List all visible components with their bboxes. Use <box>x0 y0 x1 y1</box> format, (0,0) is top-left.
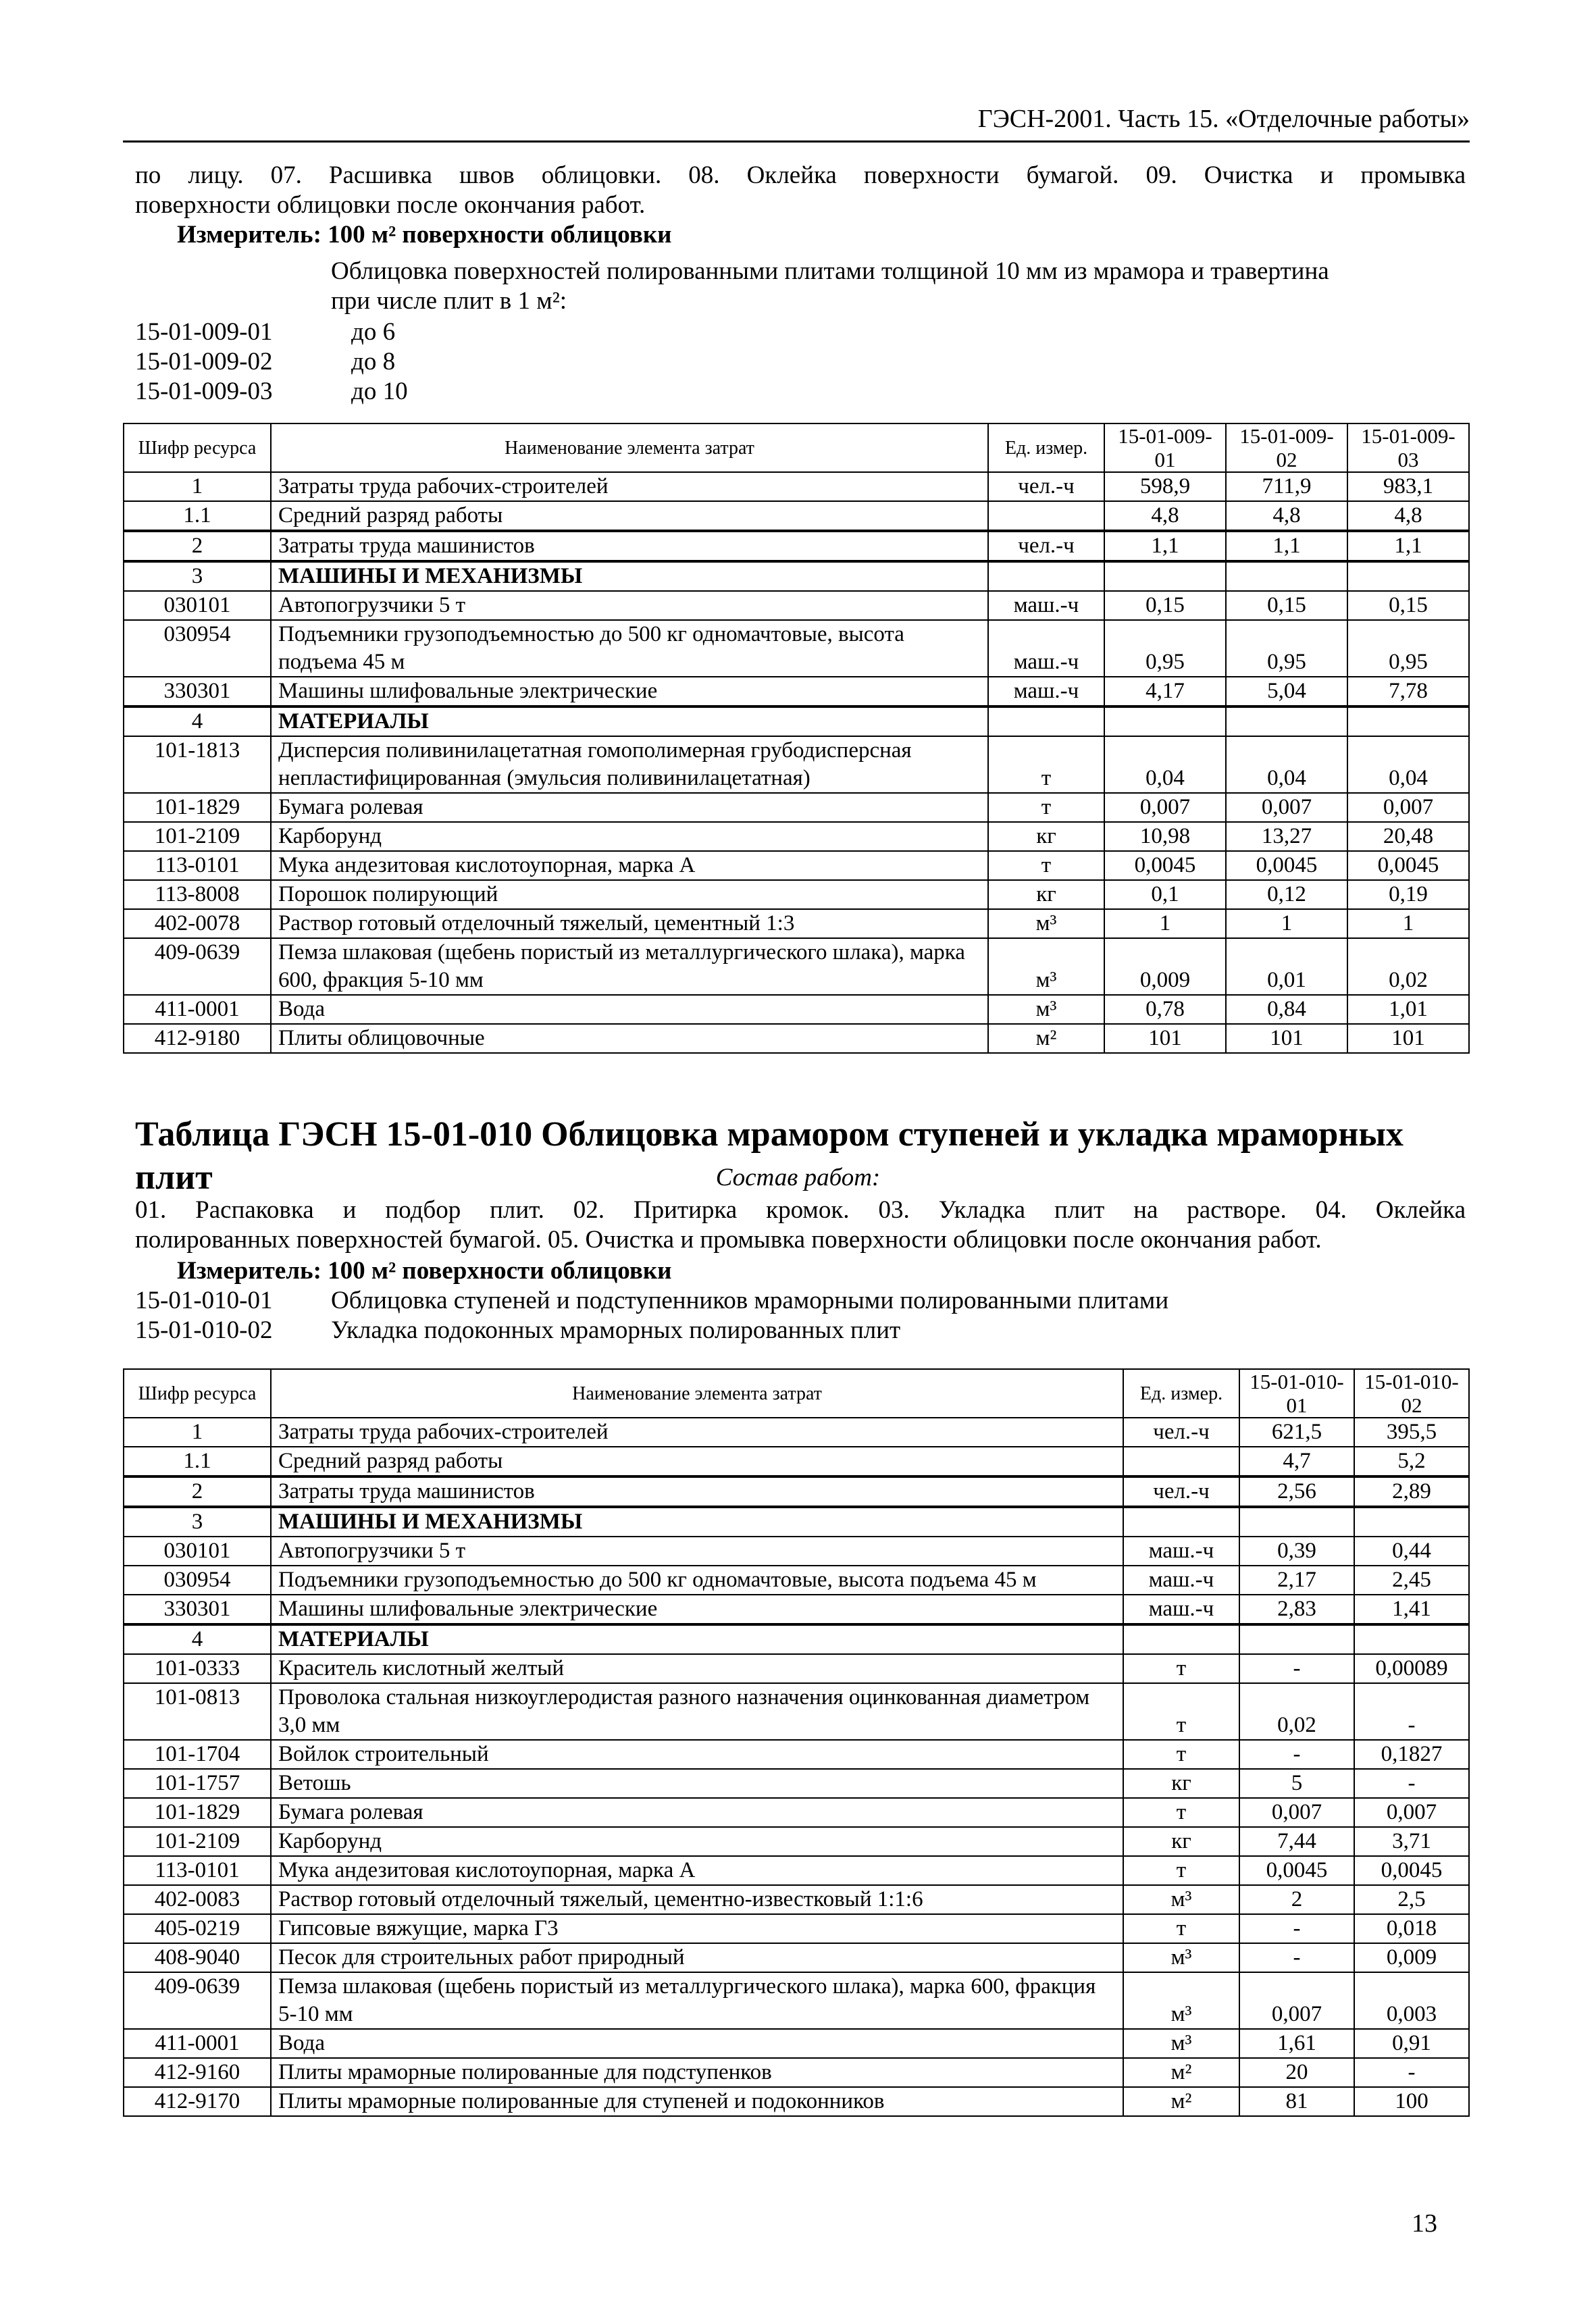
cell-code: 412-9170 <box>124 2087 271 2116</box>
table-row <box>124 1885 1469 1914</box>
header-unit: Ед. измер. <box>988 423 1104 472</box>
code-description: Укладка подоконных мраморных полированных плит <box>331 1316 901 1344</box>
cell-name: Машины шлифовальные электрические <box>271 677 988 706</box>
cell-value: 0,04 <box>1104 736 1226 793</box>
cell-value: 2,83 <box>1239 1595 1354 1624</box>
cell-value: 20 <box>1239 2058 1354 2087</box>
resource-code: 15-01-010-01 <box>135 1287 273 1314</box>
cell-name: Подъемники грузоподъемностью до 500 кг одномачтовые, высота подъема 45 м <box>271 620 988 677</box>
table-row <box>124 561 1469 591</box>
cell-name: Подъемники грузоподъемностью до 500 кг одномачтовые, высота подъема 45 м <box>271 1566 1123 1595</box>
cell-unit: маш.-ч <box>988 677 1104 706</box>
cell-value: 598,9 <box>1104 472 1226 501</box>
cell-value: 1,1 <box>1226 531 1347 561</box>
cell-value: 1 <box>1104 909 1226 938</box>
header-name: Наименование элемента затрат <box>271 423 988 472</box>
cell-unit: м³ <box>1123 2029 1239 2058</box>
running-header: ГЭСН-2001. Часть 15. «Отделочные работы» <box>123 97 1470 143</box>
cell-value: 0,04 <box>1226 736 1347 793</box>
cell-code: 405-0219 <box>124 1914 271 1943</box>
cell-unit: кг <box>988 822 1104 851</box>
cell-value: 621,5 <box>1239 1418 1354 1447</box>
cell-value: 4,8 <box>1347 501 1469 531</box>
page-number: 13 <box>1412 2209 1437 2238</box>
cell-unit: м² <box>988 1024 1104 1053</box>
cell-unit: кг <box>1123 1827 1239 1856</box>
cell-value <box>1239 1624 1354 1654</box>
cell-code: 330301 <box>124 1595 271 1624</box>
table-row <box>124 677 1469 706</box>
cell-name: Ветошь <box>271 1769 1123 1798</box>
table1-header-row <box>124 423 1469 472</box>
code-description: до 6 <box>351 318 396 346</box>
cell-unit: т <box>1123 1740 1239 1769</box>
work-description-line1: Облицовка поверхностей полированными плитами толщиной 10 мм из мрамора и травертина <box>331 257 1329 285</box>
table-row <box>124 1595 1469 1624</box>
section2-text-line2: полированных поверхностей бумагой. 05. Очистка и промывка поверхности облицовки после окончания работ. <box>135 1226 1322 1254</box>
cell-value: 0,02 <box>1347 938 1469 995</box>
cell-value: 0,0045 <box>1354 1856 1469 1885</box>
cell-code: 030954 <box>124 1566 271 1595</box>
cell-unit: м² <box>1123 2087 1239 2116</box>
cell-value: 81 <box>1239 2087 1354 2116</box>
cell-value: 1 <box>1226 909 1347 938</box>
cell-code: 101-2109 <box>124 1827 271 1856</box>
cell-unit: т <box>1123 1683 1239 1740</box>
cell-value: 0,91 <box>1354 2029 1469 2058</box>
cell-name: Автопогрузчики 5 т <box>271 1537 1123 1566</box>
cell-value: 0,95 <box>1347 620 1469 677</box>
cell-name: МАШИНЫ И МЕХАНИЗМЫ <box>271 1507 1123 1537</box>
cell-name: Дисперсия поливинилацетатная гомополимерная грубодисперсная непластифицированная (эмульсия поливинилацетатная) <box>271 736 988 793</box>
cell-value: - <box>1239 1943 1354 1972</box>
table-row <box>124 620 1469 677</box>
cell-name: МАТЕРИАЛЫ <box>271 1624 1123 1654</box>
cell-unit <box>1123 1447 1239 1476</box>
cell-value: - <box>1354 2058 1469 2087</box>
cell-value: 13,27 <box>1226 822 1347 851</box>
cell-name: Карборунд <box>271 1827 1123 1856</box>
cell-code: 030101 <box>124 1537 271 1566</box>
cell-unit: м³ <box>1123 1943 1239 1972</box>
cell-value: 395,5 <box>1354 1418 1469 1447</box>
measure-label-1: Измеритель: 100 м² поверхности облицовки <box>177 221 672 249</box>
resource-table-1 <box>123 423 1470 1054</box>
cell-value: 711,9 <box>1226 472 1347 501</box>
table-row <box>124 1566 1469 1595</box>
cell-value: 2,17 <box>1239 1566 1354 1595</box>
cell-name: Проволока стальная низкоуглеродистая разного назначения оцинкованная диаметром 3,0 мм <box>271 1683 1123 1740</box>
resource-code: 15-01-009-01 <box>135 318 273 346</box>
cell-value <box>1104 561 1226 591</box>
resource-code: 15-01-009-02 <box>135 348 273 376</box>
cell-unit: м³ <box>988 995 1104 1024</box>
cell-code: 1 <box>124 1418 271 1447</box>
table-row <box>124 1798 1469 1827</box>
cell-name: Бумага ролевая <box>271 793 988 822</box>
table-row <box>124 938 1469 995</box>
table-row <box>124 736 1469 793</box>
cell-unit: чел.-ч <box>988 472 1104 501</box>
table-row <box>124 472 1469 501</box>
cell-name: Мука андезитовая кислотоупорная, марка А <box>271 851 988 880</box>
cell-value: 0,84 <box>1226 995 1347 1024</box>
cell-unit <box>1123 1624 1239 1654</box>
cell-name: МАШИНЫ И МЕХАНИЗМЫ <box>271 561 988 591</box>
table-row <box>124 851 1469 880</box>
cell-code: 2 <box>124 531 271 561</box>
cell-name: Затраты труда машинистов <box>271 531 988 561</box>
cell-code: 101-1813 <box>124 736 271 793</box>
code-description: до 10 <box>351 378 408 405</box>
top-text-line2: поверхности облицовки после окончания работ. <box>135 191 646 219</box>
table-row <box>124 995 1469 1024</box>
cell-name: Плиты мраморные полированные для ступеней и подоконников <box>271 2087 1123 2116</box>
table-row <box>124 706 1469 736</box>
cell-value: - <box>1239 1654 1354 1683</box>
cell-unit: т <box>1123 1654 1239 1683</box>
cell-value: 2,45 <box>1354 1566 1469 1595</box>
cell-value: 5,04 <box>1226 677 1347 706</box>
cell-name: Затраты труда рабочих-строителей <box>271 1418 1123 1447</box>
cell-unit: чел.-ч <box>1123 1476 1239 1507</box>
table-row <box>124 1507 1469 1537</box>
code-description: Облицовка ступеней и подступенников мраморными полированными плитами <box>331 1287 1169 1314</box>
cell-value: 0,0045 <box>1347 851 1469 880</box>
header-norm-code: 15-01-010-02 <box>1354 1369 1469 1418</box>
cell-value <box>1347 561 1469 591</box>
cell-code: 101-1829 <box>124 793 271 822</box>
cell-unit: т <box>988 736 1104 793</box>
cell-name: Порошок полирующий <box>271 880 988 909</box>
cell-name: Вода <box>271 995 988 1024</box>
work-composition-label: Состав работ: <box>715 1164 881 1191</box>
cell-value: - <box>1239 1740 1354 1769</box>
cell-value: 0,007 <box>1347 793 1469 822</box>
cell-unit: м³ <box>1123 1972 1239 2029</box>
cell-value: 20,48 <box>1347 822 1469 851</box>
cell-code: 409-0639 <box>124 938 271 995</box>
cell-value: 0,78 <box>1104 995 1226 1024</box>
cell-unit: м³ <box>1123 1885 1239 1914</box>
cell-name: Вода <box>271 2029 1123 2058</box>
cell-value: 1,41 <box>1354 1595 1469 1624</box>
header-norm-code: 15-01-009-02 <box>1226 423 1347 472</box>
cell-code: 101-1757 <box>124 1769 271 1798</box>
cell-code: 101-0333 <box>124 1654 271 1683</box>
cell-name: Мука андезитовая кислотоупорная, марка А <box>271 1856 1123 1885</box>
table-row <box>124 1943 1469 1972</box>
measure-label-2: Измеритель: 100 м² поверхности облицовки <box>177 1257 672 1285</box>
table-row <box>124 1624 1469 1654</box>
cell-code: 113-0101 <box>124 851 271 880</box>
cell-value: 5,2 <box>1354 1447 1469 1476</box>
cell-code: 113-8008 <box>124 880 271 909</box>
cell-code: 1 <box>124 472 271 501</box>
cell-name: Карборунд <box>271 822 988 851</box>
cell-unit: кг <box>988 880 1104 909</box>
cell-code: 412-9160 <box>124 2058 271 2087</box>
cell-code: 402-0083 <box>124 1885 271 1914</box>
table-row <box>124 909 1469 938</box>
cell-value: 1,1 <box>1347 531 1469 561</box>
table2-header-row <box>124 1369 1469 1418</box>
header-norm-code: 15-01-010-01 <box>1239 1369 1354 1418</box>
cell-code: 2 <box>124 1476 271 1507</box>
cell-unit: чел.-ч <box>1123 1418 1239 1447</box>
cell-value: 0,0045 <box>1104 851 1226 880</box>
cell-name: Раствор готовый отделочный тяжелый, цементный 1:3 <box>271 909 988 938</box>
cell-value <box>1354 1507 1469 1537</box>
cell-value: - <box>1354 1683 1469 1740</box>
table-row <box>124 822 1469 851</box>
top-text-line1: по лицу. 07. Расшивка швов облицовки. 08. Оклейка поверхности бумагой. 09. Очистка и промывка <box>135 161 1466 189</box>
cell-unit <box>1123 1507 1239 1537</box>
cell-code: 4 <box>124 1624 271 1654</box>
cell-code: 030954 <box>124 620 271 677</box>
cell-value: 983,1 <box>1347 472 1469 501</box>
cell-code: 402-0078 <box>124 909 271 938</box>
cell-code: 1.1 <box>124 1447 271 1476</box>
cell-value: 0,39 <box>1239 1537 1354 1566</box>
cell-value: 101 <box>1104 1024 1226 1053</box>
cell-name: Средний разряд работы <box>271 501 988 531</box>
table-row <box>124 1769 1469 1798</box>
cell-code: 408-9040 <box>124 1943 271 1972</box>
cell-unit <box>988 501 1104 531</box>
cell-unit: м³ <box>988 909 1104 938</box>
code-description: до 8 <box>351 348 396 376</box>
cell-code: 412-9180 <box>124 1024 271 1053</box>
cell-name: МАТЕРИАЛЫ <box>271 706 988 736</box>
cell-value: 0,007 <box>1239 1798 1354 1827</box>
cell-name: Войлок строительный <box>271 1740 1123 1769</box>
cell-code: 411-0001 <box>124 2029 271 2058</box>
table-row <box>124 1856 1469 1885</box>
cell-value: 0,15 <box>1347 591 1469 620</box>
cell-name: Плиты облицовочные <box>271 1024 988 1053</box>
cell-code: 411-0001 <box>124 995 271 1024</box>
cell-unit: маш.-ч <box>988 620 1104 677</box>
table-row <box>124 1447 1469 1476</box>
cell-code: 101-2109 <box>124 822 271 851</box>
cell-value: 0,95 <box>1104 620 1226 677</box>
cell-unit: маш.-ч <box>988 591 1104 620</box>
cell-value: 2,89 <box>1354 1476 1469 1507</box>
cell-value: 0,00089 <box>1354 1654 1469 1683</box>
cell-unit: маш.-ч <box>1123 1537 1239 1566</box>
cell-value: 2,56 <box>1239 1476 1354 1507</box>
table-row <box>124 1827 1469 1856</box>
table-row <box>124 1537 1469 1566</box>
resource-table-2 <box>123 1368 1470 2117</box>
cell-value: 1 <box>1347 909 1469 938</box>
cell-value: 0,009 <box>1354 1943 1469 1972</box>
cell-code: 101-0813 <box>124 1683 271 1740</box>
cell-name: Пемза шлаковая (щебень пористый из металлургического шлака), марка 600, фракция 5-10 мм <box>271 1972 1123 2029</box>
cell-value: 0,1827 <box>1354 1740 1469 1769</box>
cell-code: 101-1829 <box>124 1798 271 1827</box>
cell-code: 101-1704 <box>124 1740 271 1769</box>
cell-value: 4,7 <box>1239 1447 1354 1476</box>
cell-name: Песок для строительных работ природный <box>271 1943 1123 1972</box>
section2-text-line1: 01. Распаковка и подбор плит. 02. Притирка кромок. 03. Укладка плит на растворе. 04. Оклейка <box>135 1196 1466 1224</box>
cell-value: 0,95 <box>1226 620 1347 677</box>
cell-unit: маш.-ч <box>1123 1566 1239 1595</box>
table-row <box>124 591 1469 620</box>
cell-value: 0,0045 <box>1226 851 1347 880</box>
resource-code: 15-01-010-02 <box>135 1316 273 1344</box>
cell-value: 0,007 <box>1226 793 1347 822</box>
cell-value: 100 <box>1354 2087 1469 2116</box>
table-row <box>124 1972 1469 2029</box>
header-code: Шифр ресурса <box>124 1369 271 1418</box>
cell-value: 101 <box>1226 1024 1347 1053</box>
cell-value: 2,5 <box>1354 1885 1469 1914</box>
cell-value: - <box>1354 1769 1469 1798</box>
table-row <box>124 531 1469 561</box>
cell-value <box>1239 1507 1354 1537</box>
cell-name: Затраты труда рабочих-строителей <box>271 472 988 501</box>
cell-name: Раствор готовый отделочный тяжелый, цементно-известковый 1:1:6 <box>271 1885 1123 1914</box>
table-row <box>124 1024 1469 1053</box>
cell-value: 3,71 <box>1354 1827 1469 1856</box>
table-row <box>124 1418 1469 1447</box>
cell-value: 0,02 <box>1239 1683 1354 1740</box>
cell-unit: маш.-ч <box>1123 1595 1239 1624</box>
cell-unit: т <box>1123 1914 1239 1943</box>
cell-value: 0,12 <box>1226 880 1347 909</box>
cell-name: Затраты труда машинистов <box>271 1476 1123 1507</box>
cell-value <box>1354 1624 1469 1654</box>
cell-code: 1.1 <box>124 501 271 531</box>
cell-value: 7,44 <box>1239 1827 1354 1856</box>
cell-name: Средний разряд работы <box>271 1447 1123 1476</box>
cell-value: 1,01 <box>1347 995 1469 1024</box>
cell-name: Пемза шлаковая (щебень пористый из металлургического шлака), марка 600, фракция 5-10 мм <box>271 938 988 995</box>
cell-value: 0,04 <box>1347 736 1469 793</box>
cell-value: 4,8 <box>1104 501 1226 531</box>
cell-value: 0,003 <box>1354 1972 1469 2029</box>
cell-value: - <box>1239 1914 1354 1943</box>
cell-value: 0,1 <box>1104 880 1226 909</box>
table-row <box>124 2029 1469 2058</box>
cell-value: 1,61 <box>1239 2029 1354 2058</box>
header-norm-code: 15-01-009-01 <box>1104 423 1226 472</box>
cell-value: 5 <box>1239 1769 1354 1798</box>
header-norm-code: 15-01-009-03 <box>1347 423 1469 472</box>
cell-value: 4,17 <box>1104 677 1226 706</box>
work-description-line2: при числе плит в 1 м²: <box>331 287 567 315</box>
cell-code: 3 <box>124 1507 271 1537</box>
header-code: Шифр ресурса <box>124 423 271 472</box>
cell-name: Краситель кислотный желтый <box>271 1654 1123 1683</box>
cell-code: 4 <box>124 706 271 736</box>
cell-value: 0,007 <box>1104 793 1226 822</box>
cell-value: 1,1 <box>1104 531 1226 561</box>
cell-unit: т <box>988 793 1104 822</box>
cell-value: 2 <box>1239 1885 1354 1914</box>
table-row <box>124 1476 1469 1507</box>
table-row <box>124 880 1469 909</box>
cell-value: 10,98 <box>1104 822 1226 851</box>
cell-value: 0,009 <box>1104 938 1226 995</box>
cell-value: 7,78 <box>1347 677 1469 706</box>
cell-value: 0,01 <box>1226 938 1347 995</box>
cell-unit: м² <box>1123 2058 1239 2087</box>
cell-name: Плиты мраморные полированные для подступенков <box>271 2058 1123 2087</box>
cell-value: 0,44 <box>1354 1537 1469 1566</box>
cell-value <box>1226 561 1347 591</box>
cell-name: Автопогрузчики 5 т <box>271 591 988 620</box>
cell-code: 409-0639 <box>124 1972 271 2029</box>
table-row <box>124 1740 1469 1769</box>
table-row <box>124 1654 1469 1683</box>
cell-value: 4,8 <box>1226 501 1347 531</box>
cell-unit: м³ <box>988 938 1104 995</box>
table-row <box>124 2087 1469 2116</box>
header-name: Наименование элемента затрат <box>271 1369 1123 1418</box>
cell-code: 113-0101 <box>124 1856 271 1885</box>
cell-unit <box>988 706 1104 736</box>
section-title: Таблица ГЭСН 15-01-010 Облицовка мрамором ступеней и укладка мраморных плит <box>135 1115 1404 1197</box>
cell-value <box>1104 706 1226 736</box>
cell-value: 0,15 <box>1104 591 1226 620</box>
cell-name: Бумага ролевая <box>271 1798 1123 1827</box>
cell-code: 030101 <box>124 591 271 620</box>
table-row <box>124 501 1469 531</box>
cell-value: 0,0045 <box>1239 1856 1354 1885</box>
cell-unit: кг <box>1123 1769 1239 1798</box>
table-row <box>124 793 1469 822</box>
cell-code: 3 <box>124 561 271 591</box>
cell-unit: т <box>1123 1798 1239 1827</box>
table-row <box>124 2058 1469 2087</box>
cell-name: Машины шлифовальные электрические <box>271 1595 1123 1624</box>
cell-unit: т <box>988 851 1104 880</box>
cell-value <box>1347 706 1469 736</box>
cell-value: 101 <box>1347 1024 1469 1053</box>
cell-value: 0,15 <box>1226 591 1347 620</box>
cell-value: 0,007 <box>1354 1798 1469 1827</box>
table-row <box>124 1683 1469 1740</box>
cell-value: 0,19 <box>1347 880 1469 909</box>
cell-unit <box>988 561 1104 591</box>
header-unit: Ед. измер. <box>1123 1369 1239 1418</box>
cell-unit: т <box>1123 1856 1239 1885</box>
cell-value: 0,007 <box>1239 1972 1354 2029</box>
resource-code: 15-01-009-03 <box>135 378 273 405</box>
cell-unit: чел.-ч <box>988 531 1104 561</box>
cell-value <box>1226 706 1347 736</box>
cell-code: 330301 <box>124 677 271 706</box>
cell-name: Гипсовые вяжущие, марка Г3 <box>271 1914 1123 1943</box>
cell-value: 0,018 <box>1354 1914 1469 1943</box>
table-row <box>124 1914 1469 1943</box>
